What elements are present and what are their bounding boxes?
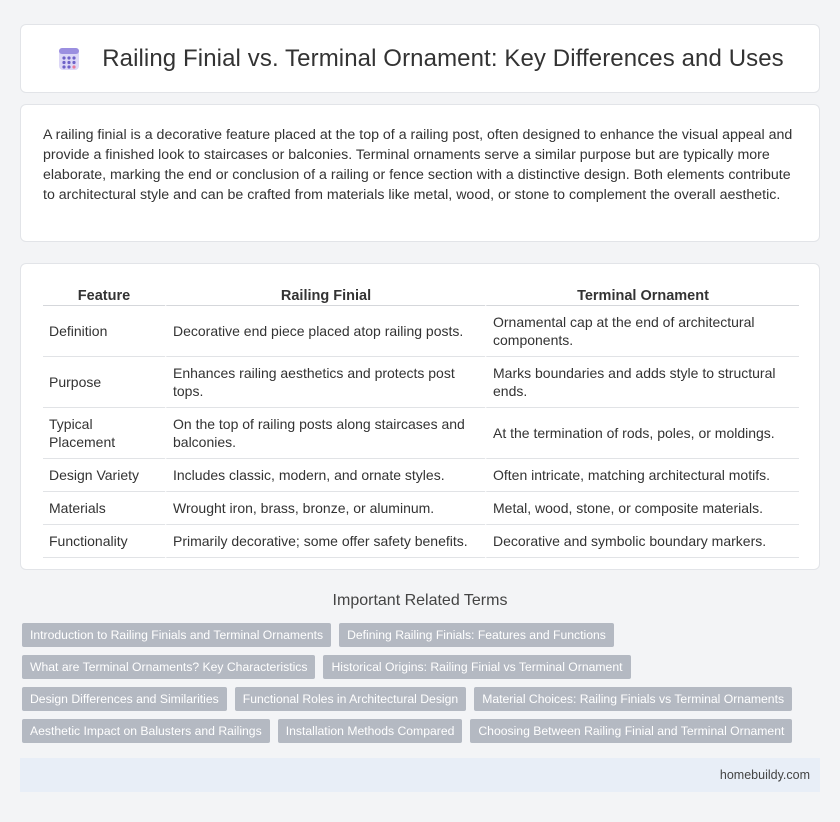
- row-terminal-ornament: Ornamental cap at the end of architectural components.: [485, 306, 799, 357]
- page-title: Railing Finial vs. Terminal Ornament: Key Differences and Uses: [102, 44, 784, 72]
- column-header-railing-finial: Railing Finial: [165, 284, 485, 306]
- table-row: [43, 492, 799, 525]
- row-railing-finial: Wrought iron, brass, bronze, or aluminum.: [165, 492, 485, 525]
- footer-site-link[interactable]: homebuildy.com: [719, 768, 810, 782]
- related-term-tag[interactable]: Historical Origins: Railing Finial vs Terminal Ornament: [323, 655, 630, 679]
- row-railing-finial: Primarily decorative; some offer safety benefits.: [165, 525, 485, 558]
- column-header-terminal-ornament: Terminal Ornament: [485, 284, 799, 306]
- row-feature: Definition: [43, 306, 165, 357]
- header-card: [20, 24, 820, 93]
- related-term-tag[interactable]: Aesthetic Impact on Balusters and Railings: [22, 719, 270, 743]
- table-row: [43, 408, 799, 459]
- related-term-tag[interactable]: Design Differences and Similarities: [22, 687, 227, 711]
- related-term-tag[interactable]: Functional Roles in Architectural Design: [235, 687, 466, 711]
- table-row: [43, 525, 799, 558]
- tag-row: [22, 655, 822, 687]
- table-row: [43, 306, 799, 357]
- row-feature: Typical Placement: [43, 408, 165, 459]
- row-railing-finial: Enhances railing aesthetics and protects post tops.: [165, 357, 485, 408]
- row-feature: Purpose: [43, 357, 165, 408]
- tag-row: [22, 623, 822, 655]
- related-term-tag[interactable]: Installation Methods Compared: [278, 719, 463, 743]
- row-terminal-ornament: Decorative and symbolic boundary markers.: [485, 525, 799, 558]
- row-feature: Design Variety: [43, 459, 165, 492]
- related-term-tag[interactable]: Choosing Between Railing Finial and Terminal Ornament: [470, 719, 792, 743]
- related-term-tag[interactable]: Defining Railing Finials: Features and Functions: [339, 623, 614, 647]
- row-feature: Materials: [43, 492, 165, 525]
- row-feature: Functionality: [43, 525, 165, 558]
- related-term-tag[interactable]: Material Choices: Railing Finials vs Terminal Ornaments: [474, 687, 792, 711]
- intro-paragraph: A railing finial is a decorative feature placed at the top of a railing post, often designed to enhance the visual appeal and provide a finished look to staircases or balconies. Terminal ornaments serve a similar purpose but are typically more elaborate, marking the end or conclusion of a railing or fence section with a distinctive design. Both elements contribute to architectural style and can be crafted from materials like metal, wood, or stone to complement the overall aesthetic.: [43, 127, 793, 203]
- table-header-row: [43, 284, 799, 306]
- column-header-feature: Feature: [43, 284, 165, 306]
- row-terminal-ornament: Often intricate, matching architectural motifs.: [485, 459, 799, 492]
- row-railing-finial: On the top of railing posts along staircases and balconies.: [165, 408, 485, 459]
- footer: [20, 758, 820, 792]
- row-railing-finial: Decorative end piece placed atop railing posts.: [165, 306, 485, 357]
- related-terms-title: Important Related Terms: [332, 592, 508, 609]
- table-row: [43, 357, 799, 408]
- row-terminal-ornament: Marks boundaries and adds style to structural ends.: [485, 357, 799, 408]
- tag-row: [22, 719, 822, 751]
- calculator-grid-icon: [56, 46, 82, 72]
- comparison-table: [43, 284, 799, 558]
- table-row: [43, 459, 799, 492]
- row-terminal-ornament: At the termination of rods, poles, or moldings.: [485, 408, 799, 459]
- row-terminal-ornament: Metal, wood, stone, or composite materials.: [485, 492, 799, 525]
- related-terms-list: [22, 623, 822, 751]
- tag-row: [22, 687, 822, 719]
- related-term-tag[interactable]: What are Terminal Ornaments? Key Characteristics: [22, 655, 315, 679]
- row-railing-finial: Includes classic, modern, and ornate styles.: [165, 459, 485, 492]
- comparison-table-card: [20, 263, 820, 570]
- related-term-tag[interactable]: Introduction to Railing Finials and Terminal Ornaments: [22, 623, 331, 647]
- intro-card: [20, 104, 820, 242]
